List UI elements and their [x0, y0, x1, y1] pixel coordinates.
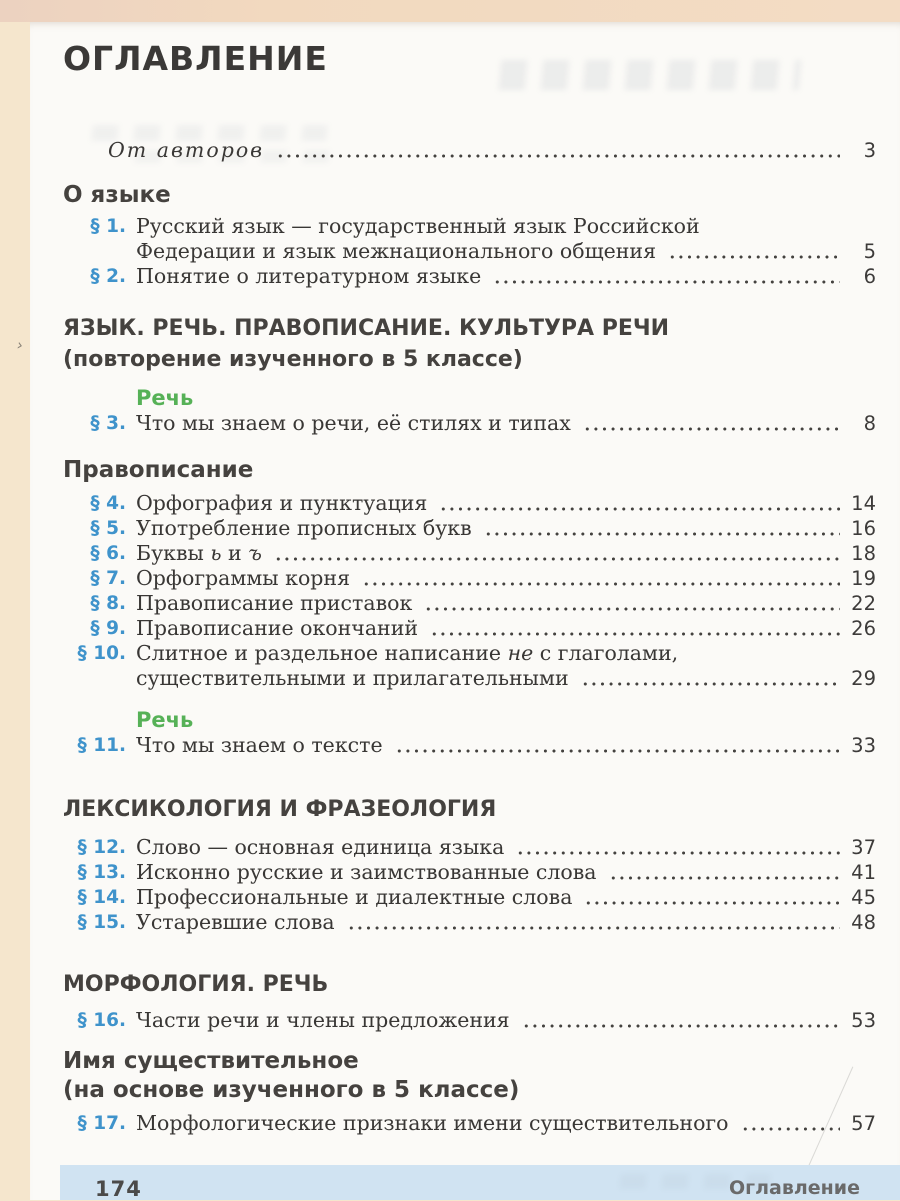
footer-page-number: 174: [95, 1177, 142, 1201]
toc-entry: [63, 1008, 876, 1033]
entry-line: [136, 641, 876, 666]
entry-body: [136, 264, 876, 289]
entry-line: [136, 910, 876, 935]
entry-body: [136, 591, 876, 616]
entry-text-segment: Буквы: [136, 541, 211, 565]
entry-number: § 1.: [90, 216, 126, 237]
entry-body: [136, 616, 876, 641]
dot-leader: [581, 427, 840, 431]
section-heading: [63, 313, 876, 375]
entry-text: [136, 239, 656, 264]
toc-entry: [63, 214, 876, 264]
toc-entry: [63, 264, 876, 289]
toc-entry: [63, 835, 876, 860]
footer-section-label: Оглавление: [729, 1177, 860, 1199]
entry-page-number: 3: [863, 139, 876, 162]
entry-text-segment: не: [507, 641, 534, 665]
entry-line: [136, 264, 876, 289]
entry-page-number: 18: [851, 542, 876, 565]
entry-text: [136, 666, 569, 691]
dot-leader: [520, 1024, 840, 1028]
entry-number: § 13.: [77, 862, 126, 883]
entry-text: [136, 541, 262, 566]
entry-line: [136, 239, 876, 264]
toc-entry: [63, 885, 876, 910]
toc-entry: [63, 616, 876, 641]
entry-line: [136, 566, 876, 591]
section-subheading: [63, 1047, 876, 1105]
entry-text: [136, 264, 481, 289]
entry-line: [136, 516, 876, 541]
entry-number: § 17.: [77, 1113, 126, 1134]
entry-text-segment: существительными и прилагательными: [136, 666, 569, 690]
dot-leader: [607, 876, 840, 880]
entry-number: § 12.: [77, 837, 126, 858]
entry-text: [136, 616, 418, 641]
dot-leader: [393, 749, 840, 753]
entry-text: [136, 860, 597, 885]
entry-body: [136, 411, 876, 436]
entry-line: [136, 491, 876, 516]
toc-entry: [63, 860, 876, 885]
entry-page-number: 19: [851, 567, 876, 590]
entry-body: [136, 1111, 876, 1136]
speech-heading: Речь: [136, 386, 194, 410]
entry-text-segment: Понятие о литературном языке: [136, 264, 482, 288]
scan-border-top: [0, 0, 900, 22]
dot-leader: [666, 255, 840, 259]
entry-number: § 16.: [77, 1010, 126, 1031]
heading-line: ЯЗЫК. РЕЧЬ. ПРАВОПИСАНИЕ. КУЛЬТУРА РЕЧИ: [63, 316, 670, 341]
entry-body: [136, 566, 876, 591]
entry-text-segment: ь: [210, 541, 222, 565]
entry-line: [136, 666, 876, 691]
entry-text-segment: Части речи и члены предложения: [136, 1008, 510, 1032]
heading-line: (повторение изученного в 5 классе): [63, 347, 523, 372]
section-heading: [63, 969, 876, 1000]
entry-body: [136, 835, 876, 860]
scan-artifact: ›: [15, 335, 25, 355]
entry-text-segment: Профессиональные и диалектные слова: [136, 885, 573, 909]
entry-page-number: 48: [851, 911, 876, 934]
heading-line: ЛЕКСИКОЛОГИЯ И ФРАЗЕОЛОГИЯ: [63, 797, 497, 822]
section-heading: [63, 794, 876, 825]
entry-body: [136, 910, 876, 935]
toc-entry: [63, 541, 876, 566]
entry-text-segment: Исконно русские и заимствованные слова: [136, 860, 597, 884]
entry-line: [136, 411, 876, 436]
dot-leader: [360, 582, 840, 586]
dot-leader: [514, 851, 840, 855]
entry-body: [136, 1008, 876, 1033]
showthrough-artifact: [619, 1174, 770, 1189]
toc-entry: [63, 516, 876, 541]
entry-text-segment: Что мы знаем о речи, её стилях и типах: [136, 411, 571, 435]
dot-leader: [582, 901, 840, 905]
dot-leader: [422, 607, 840, 611]
entry-page-number: 45: [851, 886, 876, 909]
entry-line: [136, 860, 876, 885]
frontmatter-entry: [63, 138, 876, 163]
entry-text: [136, 885, 572, 910]
entry-text-segment: Слитное и раздельное написание: [136, 641, 508, 665]
entry-number: § 8.: [90, 593, 126, 614]
speech-heading: Речь: [136, 708, 194, 732]
entry-text-segment: Орфограммы корня: [136, 566, 350, 590]
dot-leader: [437, 507, 840, 511]
entry-page-number: 37: [851, 836, 876, 859]
entry-text: [136, 566, 350, 591]
entry-page-number: 29: [851, 667, 876, 690]
dot-leader: [428, 632, 840, 636]
entry-body: [136, 214, 876, 264]
dot-leader: [274, 154, 840, 158]
section-subheading: [63, 181, 876, 210]
entry-page-number: 8: [863, 412, 876, 435]
entry-text-segment: и: [221, 541, 249, 565]
frontmatter-title: От авторов: [108, 138, 265, 162]
toc-entry: [63, 411, 876, 436]
heading-line: Имя существительное: [63, 1048, 359, 1074]
section-subheading: [63, 456, 876, 485]
entry-text-segment: Употребление прописных букв: [136, 516, 472, 540]
entry-body: [136, 541, 876, 566]
entry-number: § 10.: [77, 643, 126, 664]
entry-body: [136, 885, 876, 910]
entry-line: [136, 616, 876, 641]
entry-text-segment: Федерации и язык межнационального общения: [136, 239, 657, 263]
entry-line: [136, 1111, 876, 1136]
entry-text-segment: Правописание приставок: [136, 591, 413, 615]
entry-body: [136, 641, 876, 691]
toc-content: [63, 22, 876, 1136]
entry-text-segment: Морфологические признаки имени существительного: [136, 1111, 729, 1135]
entry-text: [136, 491, 427, 516]
entry-text-segment: Орфография и пунктуация: [136, 491, 428, 515]
entry-number: § 4.: [90, 493, 126, 514]
entry-page-number: 41: [851, 861, 876, 884]
entry-number: § 14.: [77, 887, 126, 908]
entry-page-number: 26: [851, 617, 876, 640]
toc-entry: [63, 591, 876, 616]
entry-text: [136, 1111, 729, 1136]
toc-list: [63, 138, 876, 1136]
entry-text: [136, 591, 412, 616]
entry-line: [136, 885, 876, 910]
heading-line: Правописание: [63, 457, 254, 483]
entry-text: [136, 733, 383, 758]
toc-entry: [63, 1111, 876, 1136]
entry-text-segment: с глаголами,: [533, 641, 679, 665]
page-title: ОГЛАВЛЕНИЕ: [63, 39, 328, 78]
entry-page-number: 6: [863, 265, 876, 288]
dot-leader: [491, 280, 840, 284]
entry-body: [136, 860, 876, 885]
entry-text: [136, 835, 504, 860]
entry-number: § 2.: [90, 266, 126, 287]
entry-body: [136, 491, 876, 516]
toc-entry: [63, 641, 876, 691]
entry-page-number: 57: [851, 1112, 876, 1135]
entry-text: [136, 910, 335, 935]
toc-entry: [63, 733, 876, 758]
entry-number: § 6.: [90, 543, 126, 564]
entry-line: [136, 1008, 876, 1033]
entry-text-segment: Русский язык — государственный язык Российской: [136, 214, 700, 238]
entry-text: [136, 641, 678, 665]
entry-text-segment: Устаревшие слова: [136, 910, 335, 934]
entry-body: [136, 733, 876, 758]
entry-number: § 7.: [90, 568, 126, 589]
entry-page-number: 5: [863, 240, 876, 263]
heading-line: О языке: [63, 182, 171, 208]
entry-page-number: 33: [851, 734, 876, 757]
footer-band: [60, 1165, 900, 1200]
entry-page-number: 14: [851, 492, 876, 515]
dot-leader: [345, 926, 840, 930]
entry-body: [136, 516, 876, 541]
entry-text: [136, 214, 700, 238]
entry-line: [136, 541, 876, 566]
entry-text-segment: Что мы знаем о тексте: [136, 733, 383, 757]
entry-page-number: 53: [851, 1009, 876, 1032]
toc-entry: [63, 491, 876, 516]
entry-line: [136, 214, 876, 239]
entry-number: § 3.: [90, 413, 126, 434]
toc-entry: [63, 566, 876, 591]
book-page: [30, 22, 900, 1200]
dot-leader: [482, 532, 840, 536]
entry-text: [136, 411, 571, 436]
entry-text-segment: ъ: [248, 541, 262, 565]
dot-leader: [272, 557, 840, 561]
entry-number: § 5.: [90, 518, 126, 539]
entry-page-number: 22: [851, 592, 876, 615]
heading-line: (на основе изученного в 5 классе): [63, 1077, 520, 1103]
entry-number: § 15.: [77, 912, 126, 933]
entry-text: [136, 516, 472, 541]
heading-line: МОРФОЛОГИЯ. РЕЧЬ: [63, 972, 329, 997]
entry-text-segment: Слово — основная единица языка: [136, 835, 505, 859]
entry-number: § 9.: [90, 618, 126, 639]
entry-line: [136, 733, 876, 758]
dot-leader: [579, 682, 840, 686]
entry-line: [136, 591, 876, 616]
entry-number: § 11.: [77, 735, 126, 756]
entry-line: [136, 835, 876, 860]
entry-text: [136, 1008, 510, 1033]
entry-text-segment: Правописание окончаний: [136, 616, 419, 640]
entry-page-number: 16: [851, 517, 876, 540]
toc-entry: [63, 910, 876, 935]
